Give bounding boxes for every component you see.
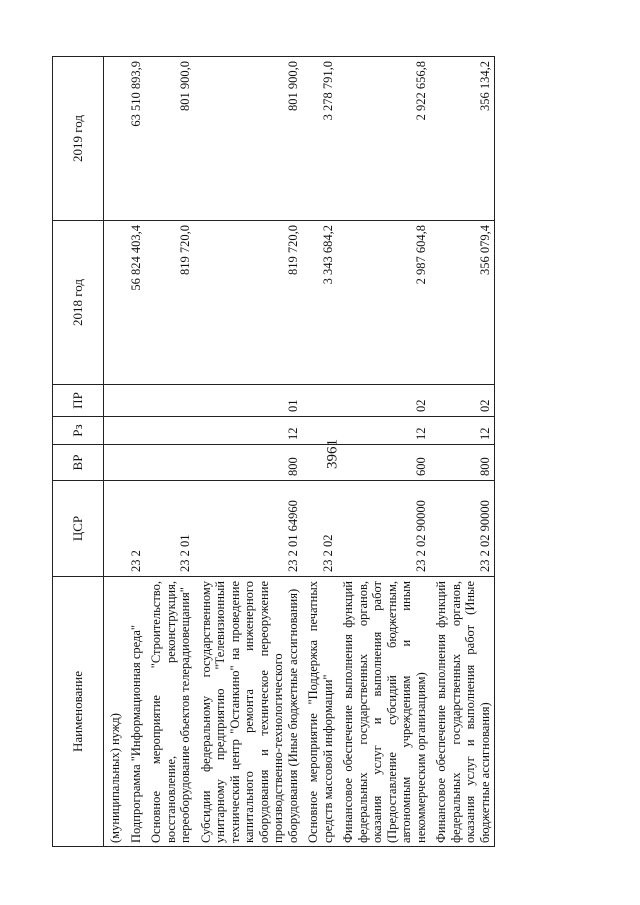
header-rz: Рз: [53, 417, 104, 445]
row-2019: [104, 57, 125, 221]
row-csr: 23 2 01: [145, 481, 195, 577]
header-csr: ЦСР: [53, 481, 104, 577]
row-csr: 23 2 02 90000: [337, 481, 430, 577]
row-pr: 01: [195, 385, 303, 417]
header-pr: ПР: [53, 385, 104, 417]
row-2019: 3 278 791,0: [302, 57, 337, 221]
row-pr: [125, 385, 146, 417]
row-pr: [145, 385, 195, 417]
row-name: Подпрограмма "Информационная среда": [125, 577, 146, 847]
row-name: Субсидии федеральному государственному унитарному предприятию "Телевизионный технический центр "Останкино" на проведение капитального ремонта инженерного оборудования и техническое переоружение производственно-технологического оборудования (Иные бюджетные ассигнования): [195, 577, 303, 847]
row-name: Основное мероприятие "Поддержка печатных средств массовой информации": [302, 577, 337, 847]
table-row: [145, 57, 195, 847]
row-name: Основное мероприятие "Строительство, восстановление, реконструкция, переоборудование объектов телерадиовещания": [145, 577, 195, 847]
row-2019: 356 134,2: [430, 57, 495, 221]
row-vr: 600: [337, 445, 430, 481]
row-name: (муниципальных) нужд): [104, 577, 125, 847]
table-row: [125, 57, 146, 847]
row-vr: [125, 445, 146, 481]
row-2018: 3 343 684,2: [302, 221, 337, 385]
row-csr: 23 2: [125, 481, 146, 577]
table-header-row: [53, 57, 104, 847]
page-number: 3961: [324, 439, 341, 469]
row-2018: 2 987 604,8: [337, 221, 430, 385]
row-rz: 12: [195, 417, 303, 445]
table-row: [195, 57, 303, 847]
row-rz: [145, 417, 195, 445]
row-vr: [104, 445, 125, 481]
table-row: [104, 57, 125, 847]
budget-table: [52, 56, 495, 847]
table-row: [337, 57, 430, 847]
row-2019: 801 900,0: [145, 57, 195, 221]
row-2018: 356 079,4: [430, 221, 495, 385]
row-pr: [302, 385, 337, 417]
row-name: Финансовое обеспечение выполнения функций федеральных государственных органов, оказания услуг и выполнения работ (Иные бюджетные ассигнования): [430, 577, 495, 847]
row-csr: [104, 481, 125, 577]
table-row: [302, 57, 337, 847]
row-2018: 819 720,0: [145, 221, 195, 385]
row-vr: 800: [430, 445, 495, 481]
row-csr: 23 2 02 90000: [430, 481, 495, 577]
row-name: Финансовое обеспечение выполнения функций федеральных государственных органов, оказания услуг и выполнения работ (Предоставление субсидий бюджетным, автономным учреждениям и иным некоммерческим организациям): [337, 577, 430, 847]
row-2019: 2 922 656,8: [337, 57, 430, 221]
header-name: Наименование: [53, 577, 104, 847]
row-pr: 02: [430, 385, 495, 417]
row-vr: [145, 445, 195, 481]
row-pr: [104, 385, 125, 417]
row-2018: [104, 221, 125, 385]
budget-table-rotated: [52, 57, 602, 847]
row-csr: 23 2 02: [302, 481, 337, 577]
row-vr: 800: [195, 445, 303, 481]
header-2018: 2018 год: [53, 221, 104, 385]
row-rz: [125, 417, 146, 445]
row-2018: 819 720,0: [195, 221, 303, 385]
row-rz: [104, 417, 125, 445]
row-csr: 23 2 01 64960: [195, 481, 303, 577]
row-rz: 12: [337, 417, 430, 445]
row-vr: [302, 445, 337, 481]
row-2019: 801 900,0: [195, 57, 303, 221]
row-2019: 63 510 893,9: [125, 57, 146, 221]
row-2018: 56 824 403,4: [125, 221, 146, 385]
row-rz: [302, 417, 337, 445]
table-row: [430, 57, 495, 847]
row-rz: 12: [430, 417, 495, 445]
header-2019: 2019 год: [53, 57, 104, 221]
header-vr: ВР: [53, 445, 104, 481]
row-pr: 02: [337, 385, 430, 417]
